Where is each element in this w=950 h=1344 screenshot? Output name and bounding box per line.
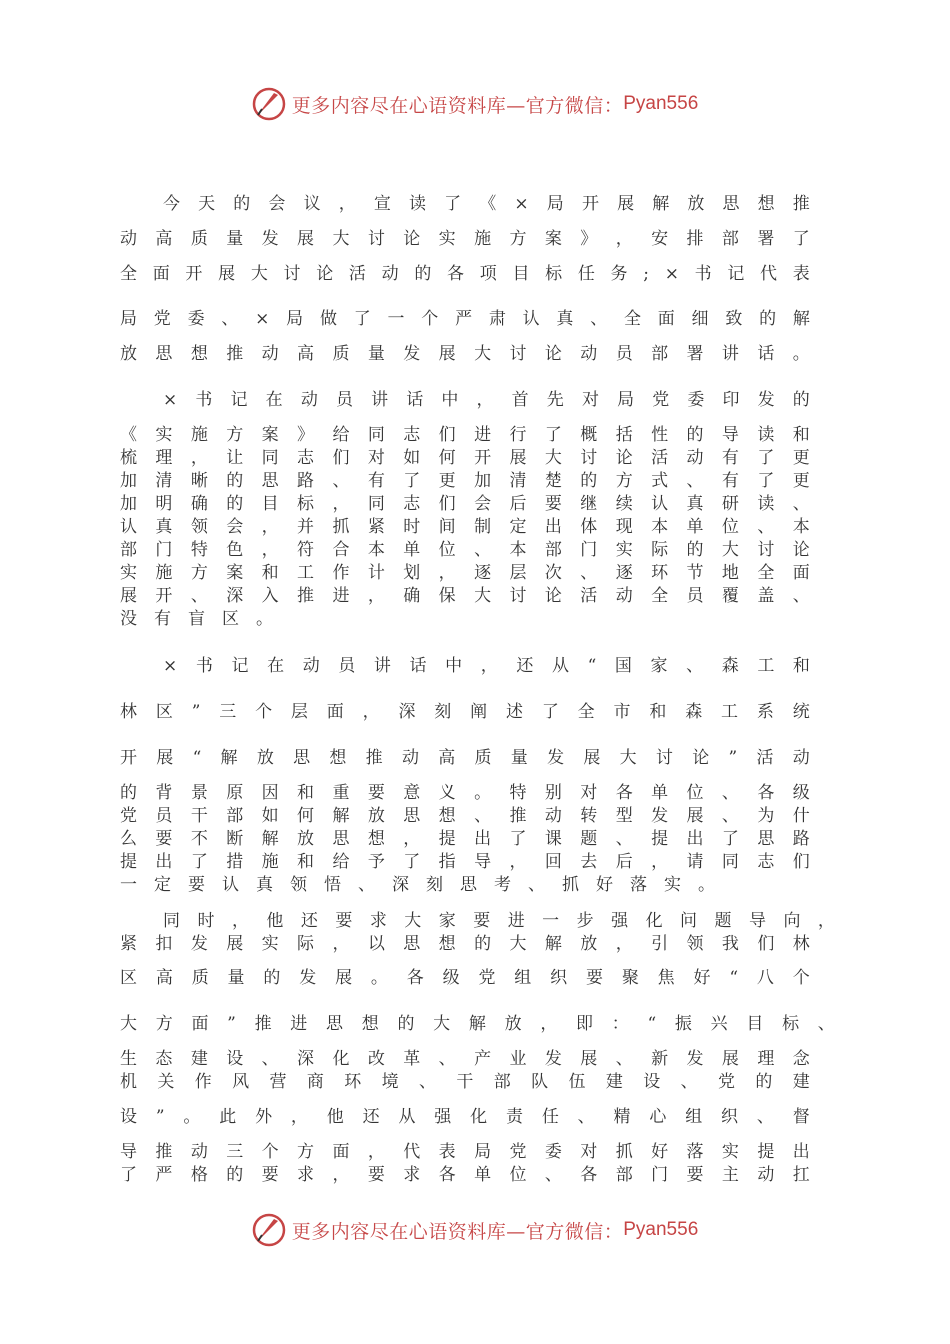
text-line: 导 推 动 三 个 方 面 ， 代 表 局 党 委 对 抓 好 落 实 提 出: [120, 1142, 810, 1162]
text-line: 放 思 想 推 动 高 质 量 发 展 大 讨 论 动 员 部 署 讲 话 。: [120, 344, 810, 364]
text-line: 开 展 “ 解 放 思 想 推 动 高 质 量 发 展 大 讨 论 ” 活 动: [120, 748, 810, 768]
text-line: 今 天 的 会 议 ， 宣 读 了 《 × 局 开 展 解 放 思 想 推: [163, 194, 810, 214]
text-line: 全 面 开 展 大 讨 论 活 动 的 各 项 目 标 任 务 ; × 书 记 代 表: [120, 264, 810, 284]
text-line: 没 有 盲 区 。: [120, 609, 290, 629]
text-line: 区 高 质 量 的 发 展 。 各 级 党 组 织 要 聚 焦 好 “ 八 个: [120, 968, 810, 988]
text-line: 同 时 ， 他 还 要 求 大 家 要 进 一 步 强 化 问 题 导 向 ，: [163, 911, 835, 931]
text-line: 认 真 领 会 ， 并 抓 紧 时 间 制 定 出 体 现 本 单 位 、 本: [120, 517, 810, 537]
text-line: 提 出 了 措 施 和 给 予 了 指 导 ， 回 去 后 ， 请 同 志 们: [120, 852, 810, 872]
text-line: 一 定 要 认 真 领 悟 、 深 刻 思 考 、 抓 好 落 实 。: [120, 875, 732, 895]
text-line: 机 关 作 风 营 商 环 境 、 干 部 队 伍 建 设 、 党 的 建: [120, 1072, 810, 1092]
text-line: 紧 扣 发 展 实 际 ， 以 思 想 的 大 解 放 ， 引 领 我 们 林: [120, 934, 810, 954]
text-line: 么 要 不 断 解 放 思 想 ， 提 出 了 课 题 、 提 出 了 思 路: [120, 829, 810, 849]
text-line: 加 明 确 的 目 标 ， 同 志 们 会 后 要 继 续 认 真 研 读 、: [120, 494, 810, 514]
text-line: × 书 记 在 动 员 讲 话 中 ， 首 先 对 局 党 委 印 发 的: [163, 390, 810, 410]
text-line: 了 严 格 的 要 求 ， 要 求 各 单 位 、 各 部 门 要 主 动 扛: [120, 1165, 810, 1185]
wechat-id: Pyan556: [623, 1219, 699, 1240]
text-line: 加 清 晰 的 思 路 、 有 了 更 加 清 楚 的 方 式 、 有 了 更: [120, 471, 810, 491]
quill-seal-icon: [252, 1213, 286, 1247]
text-line: 《 实 施 方 案 》 给 同 志 们 进 行 了 概 括 性 的 导 读 和: [120, 425, 810, 445]
text-line: 局 党 委 、 × 局 做 了 一 个 严 肃 认 真 、 全 面 细 致 的 解: [120, 309, 810, 329]
text-line: 实 施 方 案 和 工 作 计 划 ， 逐 层 次 、 逐 环 节 地 全 面: [120, 563, 810, 583]
text-line: 设 ” 。 此 外 ， 他 还 从 强 化 责 任 、 精 心 组 织 、 督: [120, 1107, 810, 1127]
text-line: 大 方 面 ” 推 进 思 想 的 大 解 放 ， 即 ： “ 振 兴 目 标 、: [120, 1014, 835, 1034]
text-line: 梳 理 ， 让 同 志 们 对 如 何 开 展 大 讨 论 活 动 有 了 更: [120, 448, 810, 468]
banner-text: 更多内容尽在心语资料库—官方微信：: [291, 1220, 624, 1243]
text-line: 动 高 质 量 发 展 大 讨 论 实 施 方 案 》 ， 安 排 部 署 了: [120, 229, 810, 249]
text-line: 生 态 建 设 、 深 化 改 革 、 产 业 发 展 、 新 发 展 理 念: [120, 1049, 810, 1069]
text-line: × 书 记 在 动 员 讲 话 中 ， 还 从 “ 国 家 、 森 工 和: [163, 656, 810, 676]
text-line: 林 区 ” 三 个 层 面 ， 深 刻 阐 述 了 全 市 和 森 工 系 统: [120, 702, 810, 722]
text-line: 部 门 特 色 ， 符 合 本 单 位 、 本 部 门 实 际 的 大 讨 论: [120, 540, 810, 560]
text-line: 的 背 景 原 因 和 重 要 意 义 。 特 别 对 各 单 位 、 各 级: [120, 783, 810, 803]
text-line: 展 开 、 深 入 推 进 ， 确 保 大 讨 论 活 动 全 员 覆 盖 、: [120, 586, 810, 606]
footer-banner: [0, 1210, 950, 1250]
banner-text: 更多内容尽在心语资料库—官方微信：: [291, 94, 624, 117]
text-line: 党 员 干 部 如 何 解 放 思 想 、 推 动 转 型 发 展 、 为 什: [120, 806, 810, 826]
quill-seal-icon: [252, 87, 286, 121]
wechat-id: Pyan556: [623, 93, 699, 114]
header-banner: [0, 84, 950, 124]
